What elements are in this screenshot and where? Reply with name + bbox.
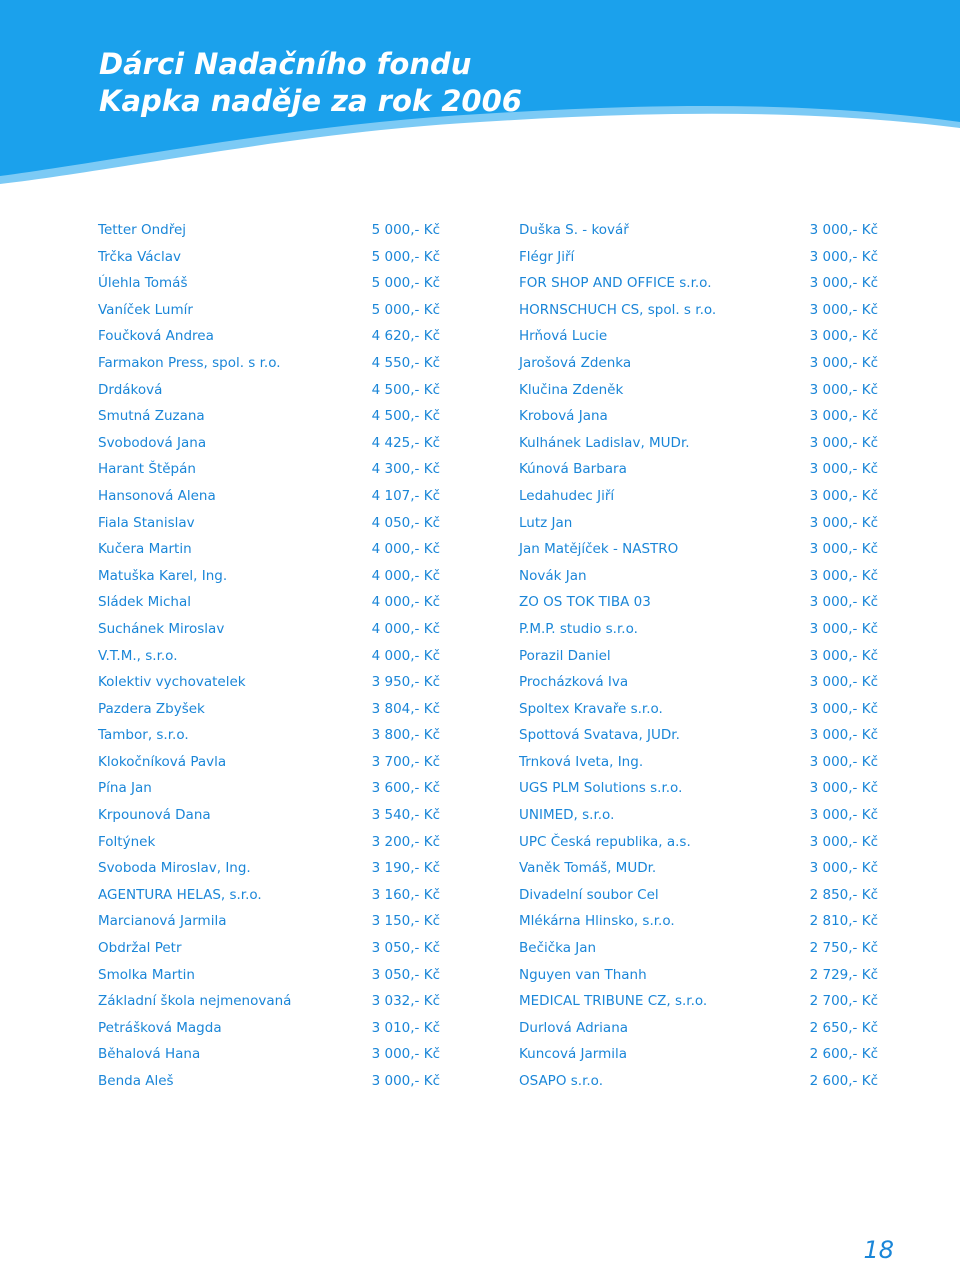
donor-amount: 3 050,- Kč	[371, 940, 440, 957]
donor-name: V.T.M., s.r.o.	[98, 647, 178, 664]
donor-name: Pazdera Zbyšek	[98, 700, 205, 717]
donor-amount: 3 000,- Kč	[809, 354, 878, 371]
donor-row	[519, 430, 878, 457]
donor-row	[519, 908, 878, 935]
donor-row	[98, 456, 440, 483]
donor-amount: 5 000,- Kč	[371, 222, 440, 238]
donor-amount: 3 000,- Kč	[809, 514, 878, 531]
donor-name: Mlékárna Hlinsko, s.r.o.	[519, 913, 675, 930]
donor-amount: 3 010,- Kč	[371, 1019, 440, 1036]
donor-amount: 3 000,- Kč	[809, 860, 878, 877]
donor-row	[98, 988, 440, 1015]
donor-amount: 3 000,- Kč	[809, 594, 878, 611]
donor-amount: 3 600,- Kč	[371, 780, 440, 797]
donor-row	[519, 456, 878, 483]
donor-amount: 4 500,- Kč	[371, 381, 440, 398]
donor-amount: 3 000,- Kč	[809, 620, 878, 637]
donor-amount: 3 000,- Kč	[809, 833, 878, 850]
donor-amount: 4 000,- Kč	[371, 541, 440, 558]
donor-row	[98, 1015, 440, 1042]
donor-amount: 2 750,- Kč	[809, 940, 878, 957]
donor-name: Kúnová Barbara	[519, 461, 627, 478]
donor-name: MEDICAL TRIBUNE CZ, s.r.o.	[519, 993, 708, 1010]
donor-name: Smolka Martin	[98, 966, 195, 983]
donor-row	[519, 616, 878, 643]
header-banner	[0, 0, 960, 200]
donor-amount: 3 000,- Kč	[809, 780, 878, 797]
donor-name: Durlová Adriana	[519, 1019, 629, 1036]
donor-name: Hansonová Alena	[98, 487, 216, 504]
donor-row	[519, 377, 878, 404]
donor-amount: 4 300,- Kč	[371, 461, 440, 478]
donor-name: Matuška Karel, Ing.	[98, 567, 228, 584]
donor-amount: 4 000,- Kč	[371, 567, 440, 584]
donor-amount: 3 000,- Kč	[809, 461, 878, 478]
donor-row	[98, 563, 440, 590]
donor-name: Harant Štěpán	[98, 461, 196, 478]
donor-name: Bečička Jan	[519, 940, 597, 957]
donor-row	[519, 1015, 878, 1042]
donor-name: Spottová Svatava, JUDr.	[519, 727, 680, 744]
donor-row	[98, 1041, 440, 1068]
donor-row	[98, 1068, 440, 1095]
donor-amount: 3 540,- Kč	[371, 807, 440, 824]
donor-row	[98, 536, 440, 563]
donor-amount: 4 050,- Kč	[371, 514, 440, 531]
donor-amount: 3 000,- Kč	[809, 674, 878, 691]
donor-amount: 5 000,- Kč	[371, 248, 440, 265]
donor-name: Základní škola nejmenovaná	[98, 993, 292, 1010]
donor-amount: 4 000,- Kč	[371, 620, 440, 637]
donor-amount: 3 050,- Kč	[371, 966, 440, 983]
donor-name: ZO OS TOK TIBA 03	[519, 594, 651, 611]
donor-amount: 2 729,- Kč	[809, 966, 878, 983]
donor-row	[98, 775, 440, 802]
donor-name: Vaněk Tomáš, MUDr.	[519, 860, 657, 877]
donor-row	[519, 1068, 878, 1095]
donor-row	[98, 377, 440, 404]
donor-row	[519, 270, 878, 297]
donor-name: Petrášková Magda	[98, 1019, 222, 1036]
donor-row	[519, 935, 878, 962]
donor-amount: 3 032,- Kč	[371, 993, 440, 1010]
donor-row	[519, 323, 878, 350]
donor-amount: 3 700,- Kč	[371, 753, 440, 770]
donor-name: Svoboda Miroslav, Ing.	[98, 860, 251, 877]
donor-row	[98, 616, 440, 643]
donor-amount: 3 000,- Kč	[371, 1073, 440, 1089]
donor-name: Pína Jan	[98, 780, 152, 797]
donor-row	[98, 643, 440, 670]
donor-name: Farmakon Press, spol. s r.o.	[98, 354, 281, 371]
donor-amount: 3 000,- Kč	[809, 541, 878, 558]
donor-amount: 3 000,- Kč	[809, 275, 878, 292]
donor-amount: 4 000,- Kč	[371, 594, 440, 611]
donor-row	[98, 510, 440, 537]
donor-name: Obdržal Petr	[98, 940, 182, 957]
donor-row	[98, 350, 440, 377]
donor-amount: 4 620,- Kč	[371, 328, 440, 345]
page-title	[99, 46, 522, 120]
donor-row	[519, 962, 878, 989]
donor-name: Jan Matějíček - NASTRO	[519, 541, 679, 558]
donor-row	[519, 403, 878, 430]
donor-amount: 2 600,- Kč	[809, 1073, 878, 1089]
donor-name: HORNSCHUCH CS, spol. s r.o.	[519, 301, 717, 318]
donor-amount: 3 000,- Kč	[809, 381, 878, 398]
donor-name: FOR SHOP AND OFFICE s.r.o.	[519, 275, 712, 292]
donor-name: Běhalová Hana	[98, 1046, 201, 1063]
donor-amount: 3 000,- Kč	[809, 567, 878, 584]
donor-name: AGENTURA HELAS, s.r.o.	[98, 886, 262, 903]
donor-row	[519, 775, 878, 802]
donor-amount: 3 160,- Kč	[371, 886, 440, 903]
donor-amount: 2 700,- Kč	[809, 993, 878, 1010]
donor-amount: 4 550,- Kč	[371, 354, 440, 371]
donor-amount: 3 000,- Kč	[809, 700, 878, 717]
donor-name: Benda Aleš	[98, 1073, 174, 1089]
donor-row	[519, 297, 878, 324]
donor-row	[98, 935, 440, 962]
donor-amount: 3 200,- Kč	[371, 833, 440, 850]
donor-name: OSAPO s.r.o.	[519, 1073, 603, 1089]
donor-amount: 4 000,- Kč	[371, 647, 440, 664]
donor-name: Suchánek Miroslav	[98, 620, 225, 637]
donor-name: Procházková Iva	[519, 674, 629, 691]
donor-row	[519, 749, 878, 776]
donor-name: Klučina Zdeněk	[519, 381, 624, 398]
donor-amount: 3 000,- Kč	[809, 248, 878, 265]
donor-amount: 4 107,- Kč	[371, 487, 440, 504]
donor-amount: 3 000,- Kč	[809, 753, 878, 770]
donor-row	[98, 696, 440, 723]
donor-name: Flégr Jiří	[519, 248, 575, 265]
donor-name: Novák Jan	[519, 567, 587, 584]
donor-amount: 2 650,- Kč	[809, 1019, 878, 1036]
donor-row	[98, 749, 440, 776]
donor-name: Porazil Daniel	[519, 647, 611, 664]
donor-row	[519, 855, 878, 882]
title-line-2: Kapka naděje za rok 2006	[99, 84, 522, 118]
donor-name: Fiala Stanislav	[98, 514, 195, 531]
donor-name: UNIMED, s.r.o.	[519, 807, 615, 824]
donor-name: Ledahudec Jiří	[519, 487, 615, 504]
donor-row	[98, 722, 440, 749]
donor-row	[519, 563, 878, 590]
donor-row	[519, 350, 878, 377]
donor-name: UPC Česká republika, a.s.	[519, 833, 691, 850]
donor-name: Nguyen van Thanh	[519, 966, 647, 983]
donor-list-right	[519, 217, 878, 1095]
donor-amount: 3 000,- Kč	[809, 222, 878, 238]
donor-row	[98, 589, 440, 616]
donor-amount: 2 600,- Kč	[809, 1046, 878, 1063]
donor-row	[98, 270, 440, 297]
donor-amount: 3 000,- Kč	[809, 727, 878, 744]
donor-name: Krobová Jana	[519, 408, 608, 425]
donor-row	[98, 244, 440, 271]
donor-name: Klokočníková Pavla	[98, 753, 227, 770]
donor-amount: 3 800,- Kč	[371, 727, 440, 744]
donor-row	[519, 244, 878, 271]
donor-name: Sládek Michal	[98, 594, 191, 611]
donor-amount: 5 000,- Kč	[371, 301, 440, 318]
page-number: 18	[863, 1236, 894, 1264]
donor-row	[519, 829, 878, 856]
donor-row	[98, 855, 440, 882]
donor-row	[98, 908, 440, 935]
donor-name: Marcianová Jarmila	[98, 913, 227, 930]
donor-name: Kuncová Jarmila	[519, 1046, 628, 1063]
donor-name: Kučera Martin	[98, 541, 192, 558]
donor-amount: 5 000,- Kč	[371, 275, 440, 292]
donor-name: Tambor, s.r.o.	[98, 727, 189, 744]
donor-row	[98, 297, 440, 324]
donor-row	[519, 988, 878, 1015]
donor-amount: 3 000,- Kč	[809, 807, 878, 824]
donor-amount: 3 000,- Kč	[809, 487, 878, 504]
donor-row	[98, 882, 440, 909]
donor-name: Spoltex Kravaře s.r.o.	[519, 700, 663, 717]
donor-amount: 3 000,- Kč	[809, 408, 878, 425]
donor-row	[519, 669, 878, 696]
donor-name: Svobodová Jana	[98, 434, 207, 451]
donor-amount: 2 810,- Kč	[809, 913, 878, 930]
donor-row	[519, 483, 878, 510]
donor-amount: 3 190,- Kč	[371, 860, 440, 877]
donor-amount: 3 000,- Kč	[809, 328, 878, 345]
donor-name: Foltýnek	[98, 833, 156, 850]
donor-row	[98, 669, 440, 696]
donor-name: Trčka Václav	[98, 248, 181, 265]
donor-name: Foučková Andrea	[98, 328, 214, 345]
donor-name: Vaníček Lumír	[98, 301, 193, 318]
donor-row	[519, 536, 878, 563]
donor-amount: 4 500,- Kč	[371, 408, 440, 425]
donor-row	[519, 696, 878, 723]
donor-row	[98, 217, 440, 244]
donor-amount: 2 850,- Kč	[809, 886, 878, 903]
donor-amount: 3 000,- Kč	[809, 434, 878, 451]
title-line-1: Dárci Nadačního fondu	[99, 47, 472, 81]
donor-name: Smutná Zuzana	[98, 408, 205, 425]
donor-amount: 3 804,- Kč	[371, 700, 440, 717]
donor-row	[519, 882, 878, 909]
donor-row	[519, 589, 878, 616]
donor-name: UGS PLM Solutions s.r.o.	[519, 780, 683, 797]
donor-row	[519, 722, 878, 749]
donor-row	[98, 962, 440, 989]
donor-row	[519, 510, 878, 537]
donor-name: Divadelní soubor Cel	[519, 886, 659, 903]
donor-name: Drdáková	[98, 381, 163, 398]
donor-row	[98, 483, 440, 510]
donor-row	[98, 430, 440, 457]
donor-row	[519, 643, 878, 670]
donor-name: Lutz Jan	[519, 514, 573, 531]
donor-amount: 4 425,- Kč	[371, 434, 440, 451]
donor-row	[519, 802, 878, 829]
donor-name: Kulhánek Ladislav, MUDr.	[519, 434, 690, 451]
donor-amount: 3 950,- Kč	[371, 674, 440, 691]
donor-amount: 3 000,- Kč	[809, 647, 878, 664]
donor-amount: 3 000,- Kč	[371, 1046, 440, 1063]
donor-row	[519, 217, 878, 244]
donor-name: Duška S. - kovář	[519, 222, 629, 238]
donor-row	[98, 403, 440, 430]
donor-name: Úlehla Tomáš	[98, 275, 188, 292]
donor-name: Kolektiv vychovatelek	[98, 674, 246, 691]
donor-amount: 3 150,- Kč	[371, 913, 440, 930]
donor-name: Hrňová Lucie	[519, 328, 608, 345]
donor-name: Trnková Iveta, Ing.	[519, 753, 644, 770]
donor-name: Krpounová Dana	[98, 807, 211, 824]
donor-row	[98, 829, 440, 856]
donor-name: Tetter Ondřej	[98, 222, 187, 238]
donor-list-left	[98, 217, 440, 1095]
donor-name: Jarošová Zdenka	[519, 354, 632, 371]
donor-row	[519, 1041, 878, 1068]
donor-row	[98, 323, 440, 350]
donor-row	[98, 802, 440, 829]
donor-amount: 3 000,- Kč	[809, 301, 878, 318]
donor-name: P.M.P. studio s.r.o.	[519, 620, 638, 637]
